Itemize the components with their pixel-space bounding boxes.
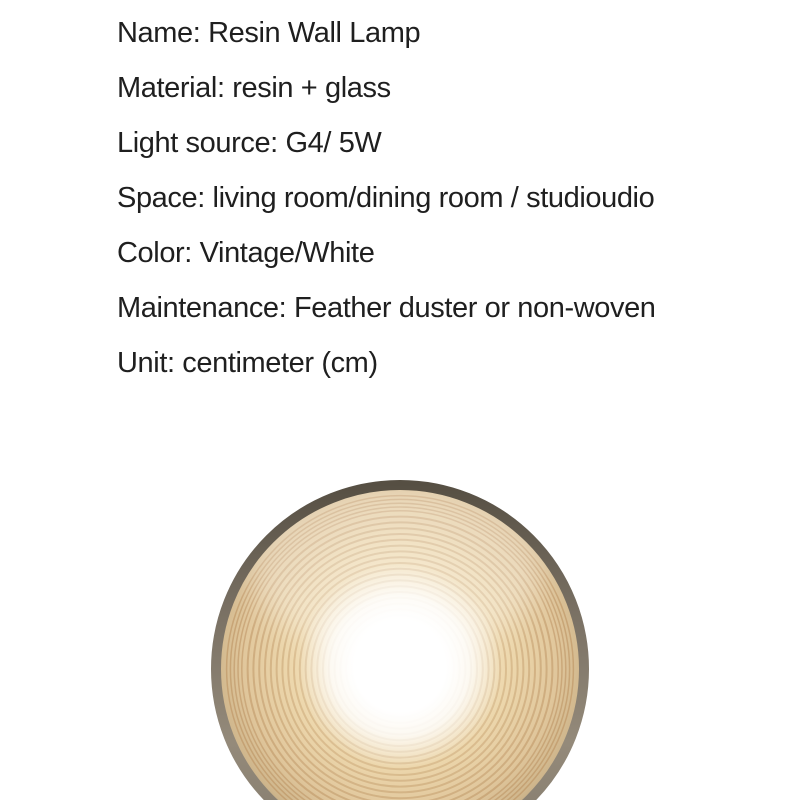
product-spec-list [117, 6, 757, 391]
spec-line-name: Name: Resin Wall Lamp [117, 17, 421, 49]
spec-line-maintenance: Maintenance: Feather duster or non-woven [117, 292, 656, 324]
spec-line-light-source: Light source: G4/ 5W [117, 127, 382, 159]
lamp-top-bloom [248, 480, 544, 656]
lamp-rim [216, 485, 584, 800]
spec-line-space: Space: living room/dining room / studioudio [117, 182, 655, 214]
lamp-bulb-halo [298, 564, 502, 768]
spec-line-unit: Unit: centimeter (cm) [117, 347, 378, 379]
spec-line-material: Material: resin + glass [117, 72, 391, 104]
lamp-bulb-center [359, 625, 441, 707]
lamp-rings [227, 496, 574, 800]
spec-line-color: Color: Vintage/White [117, 237, 375, 269]
lamp-diffuser [219, 488, 581, 800]
